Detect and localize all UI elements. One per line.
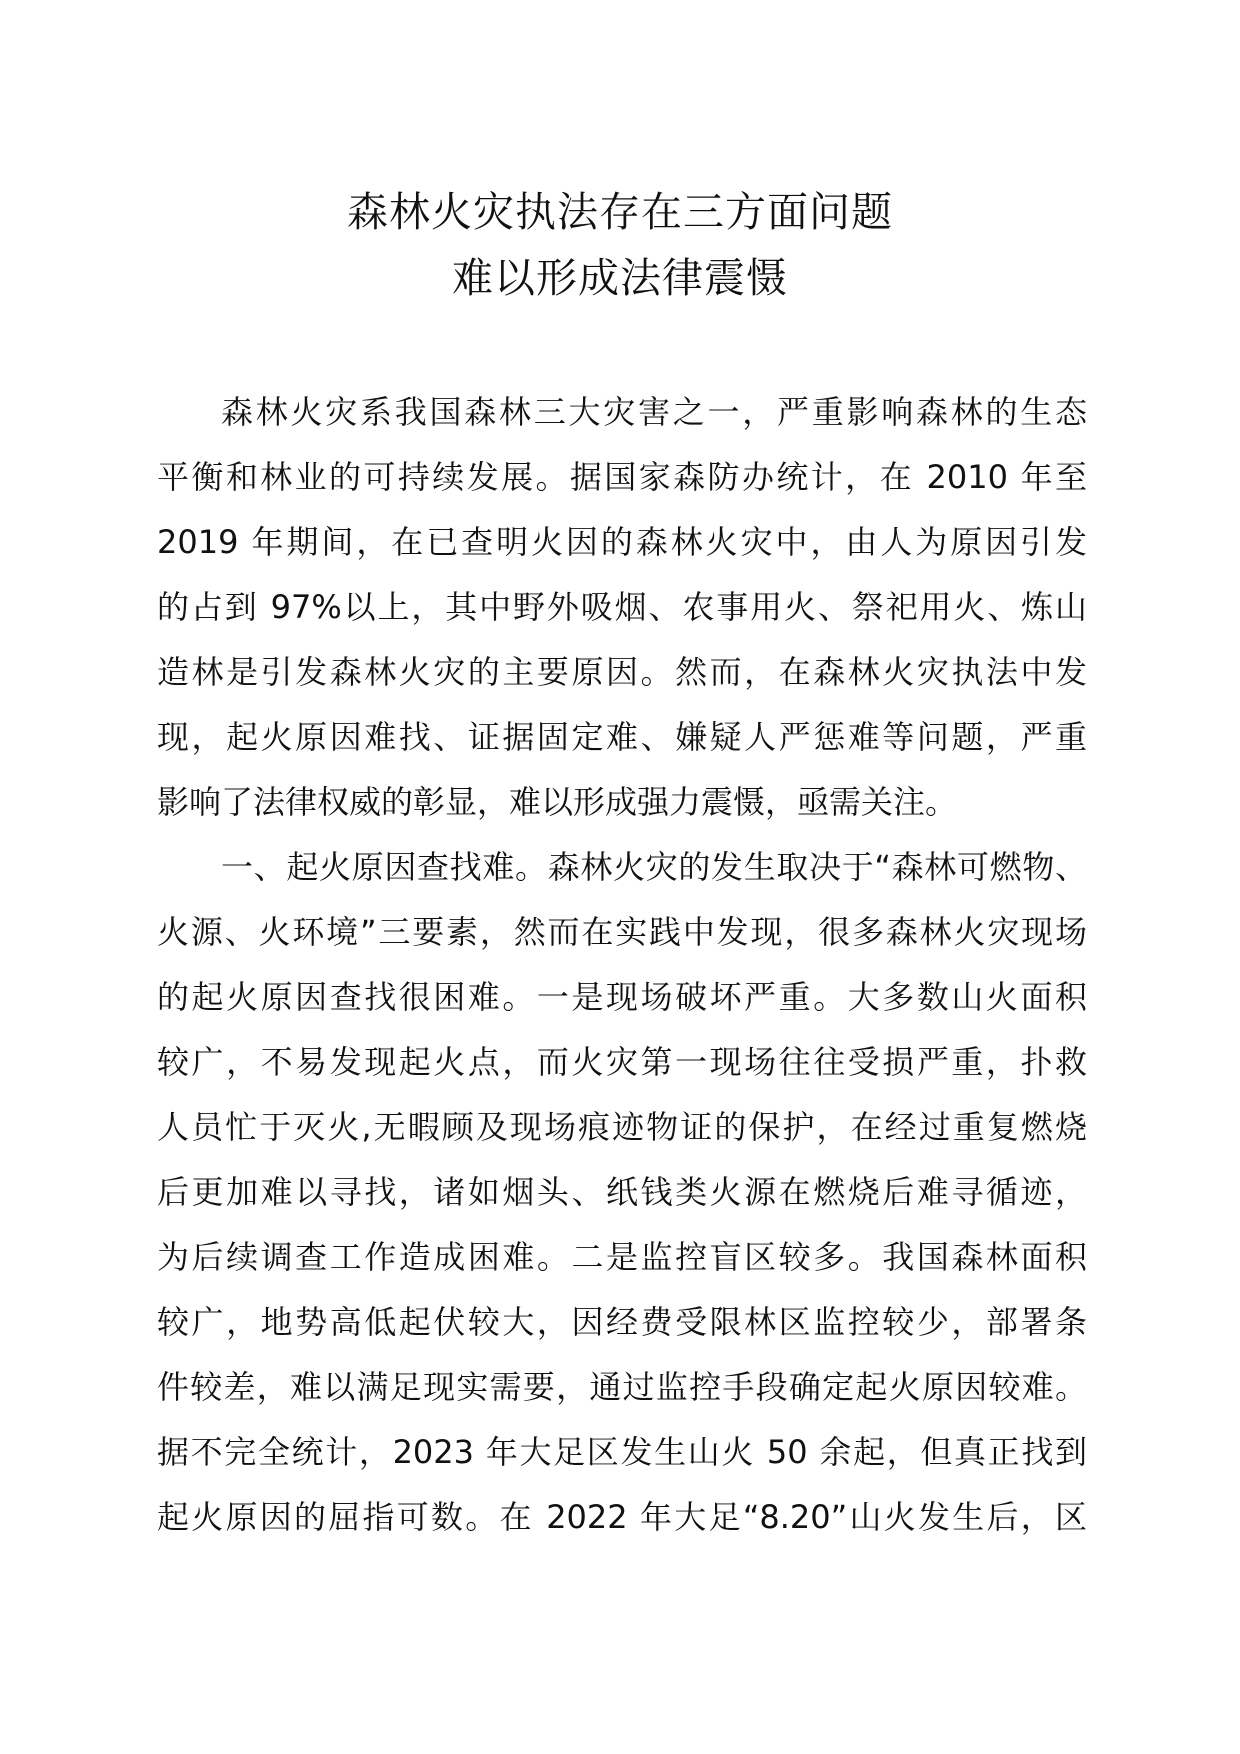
document-title-line-2: 难以形成法律震慑	[452, 254, 788, 302]
paragraph-1-line-6: 现，起火原因难找、证据固定难、嫌疑人严惩难等问题，严重	[157, 718, 1087, 756]
paragraph-2-line-6: 后更加难以寻找，诸如烟头、纸钱类火源在燃烧后难寻循迹，	[157, 1173, 1087, 1211]
paragraph-2-line-1: 一、起火原因查找难。森林火灾的发生取决于“森林可燃物、	[221, 848, 1087, 886]
paragraph-2-line-9: 件较差，难以满足现实需要，通过监控手段确定起火原因较难。	[157, 1368, 1087, 1406]
paragraph-2-line-5: 人员忙于灭火,无暇顾及现场痕迹物证的保护，在经过重复燃烧	[157, 1108, 1087, 1146]
paragraph-2-line-11: 起火原因的屈指可数。在 2022 年大足“8.20”山火发生后，区	[157, 1498, 1087, 1536]
paragraph-2-line-10: 据不完全统计，2023 年大足区发生山火 50 余起，但真正找到	[157, 1433, 1087, 1471]
paragraph-1-line-2: 平衡和林业的可持续发展。据国家森防办统计，在 2010 年至	[157, 458, 1087, 496]
paragraph-1-line-4: 的占到 97%以上，其中野外吸烟、农事用火、祭祀用火、炼山	[157, 588, 1087, 626]
paragraph-1-line-1: 森林火灾系我国森林三大灾害之一，严重影响森林的生态	[221, 393, 1087, 431]
paragraph-2-line-7: 为后续调查工作造成困难。二是监控盲区较多。我国森林面积	[157, 1238, 1087, 1276]
paragraph-2-line-4: 较广，不易发现起火点，而火灾第一现场往往受损严重，扑救	[157, 1043, 1087, 1081]
document-body	[157, 380, 1087, 1550]
paragraph-2-line-8: 较广，地势高低起伏较大，因经费受限林区监控较少，部署条	[157, 1303, 1087, 1341]
paragraph-2-line-3: 的起火原因查找很困难。一是现场破坏严重。大多数山火面积	[157, 978, 1087, 1016]
paragraph-1-line-7: 影响了法律权威的彰显，难以形成强力震慑，亟需关注。	[157, 783, 958, 821]
document-title-line-1: 森林火灾执法存在三方面问题	[347, 188, 893, 236]
paragraph-2-line-2: 火源、火环境”三要素，然而在实践中发现，很多森林火灾现场	[157, 913, 1087, 951]
paragraph-1-line-5: 造林是引发森林火灾的主要原因。然而，在森林火灾执法中发	[157, 653, 1087, 691]
paragraph-1-line-3: 2019 年期间，在已查明火因的森林火灾中，由人为原因引发	[157, 523, 1087, 561]
